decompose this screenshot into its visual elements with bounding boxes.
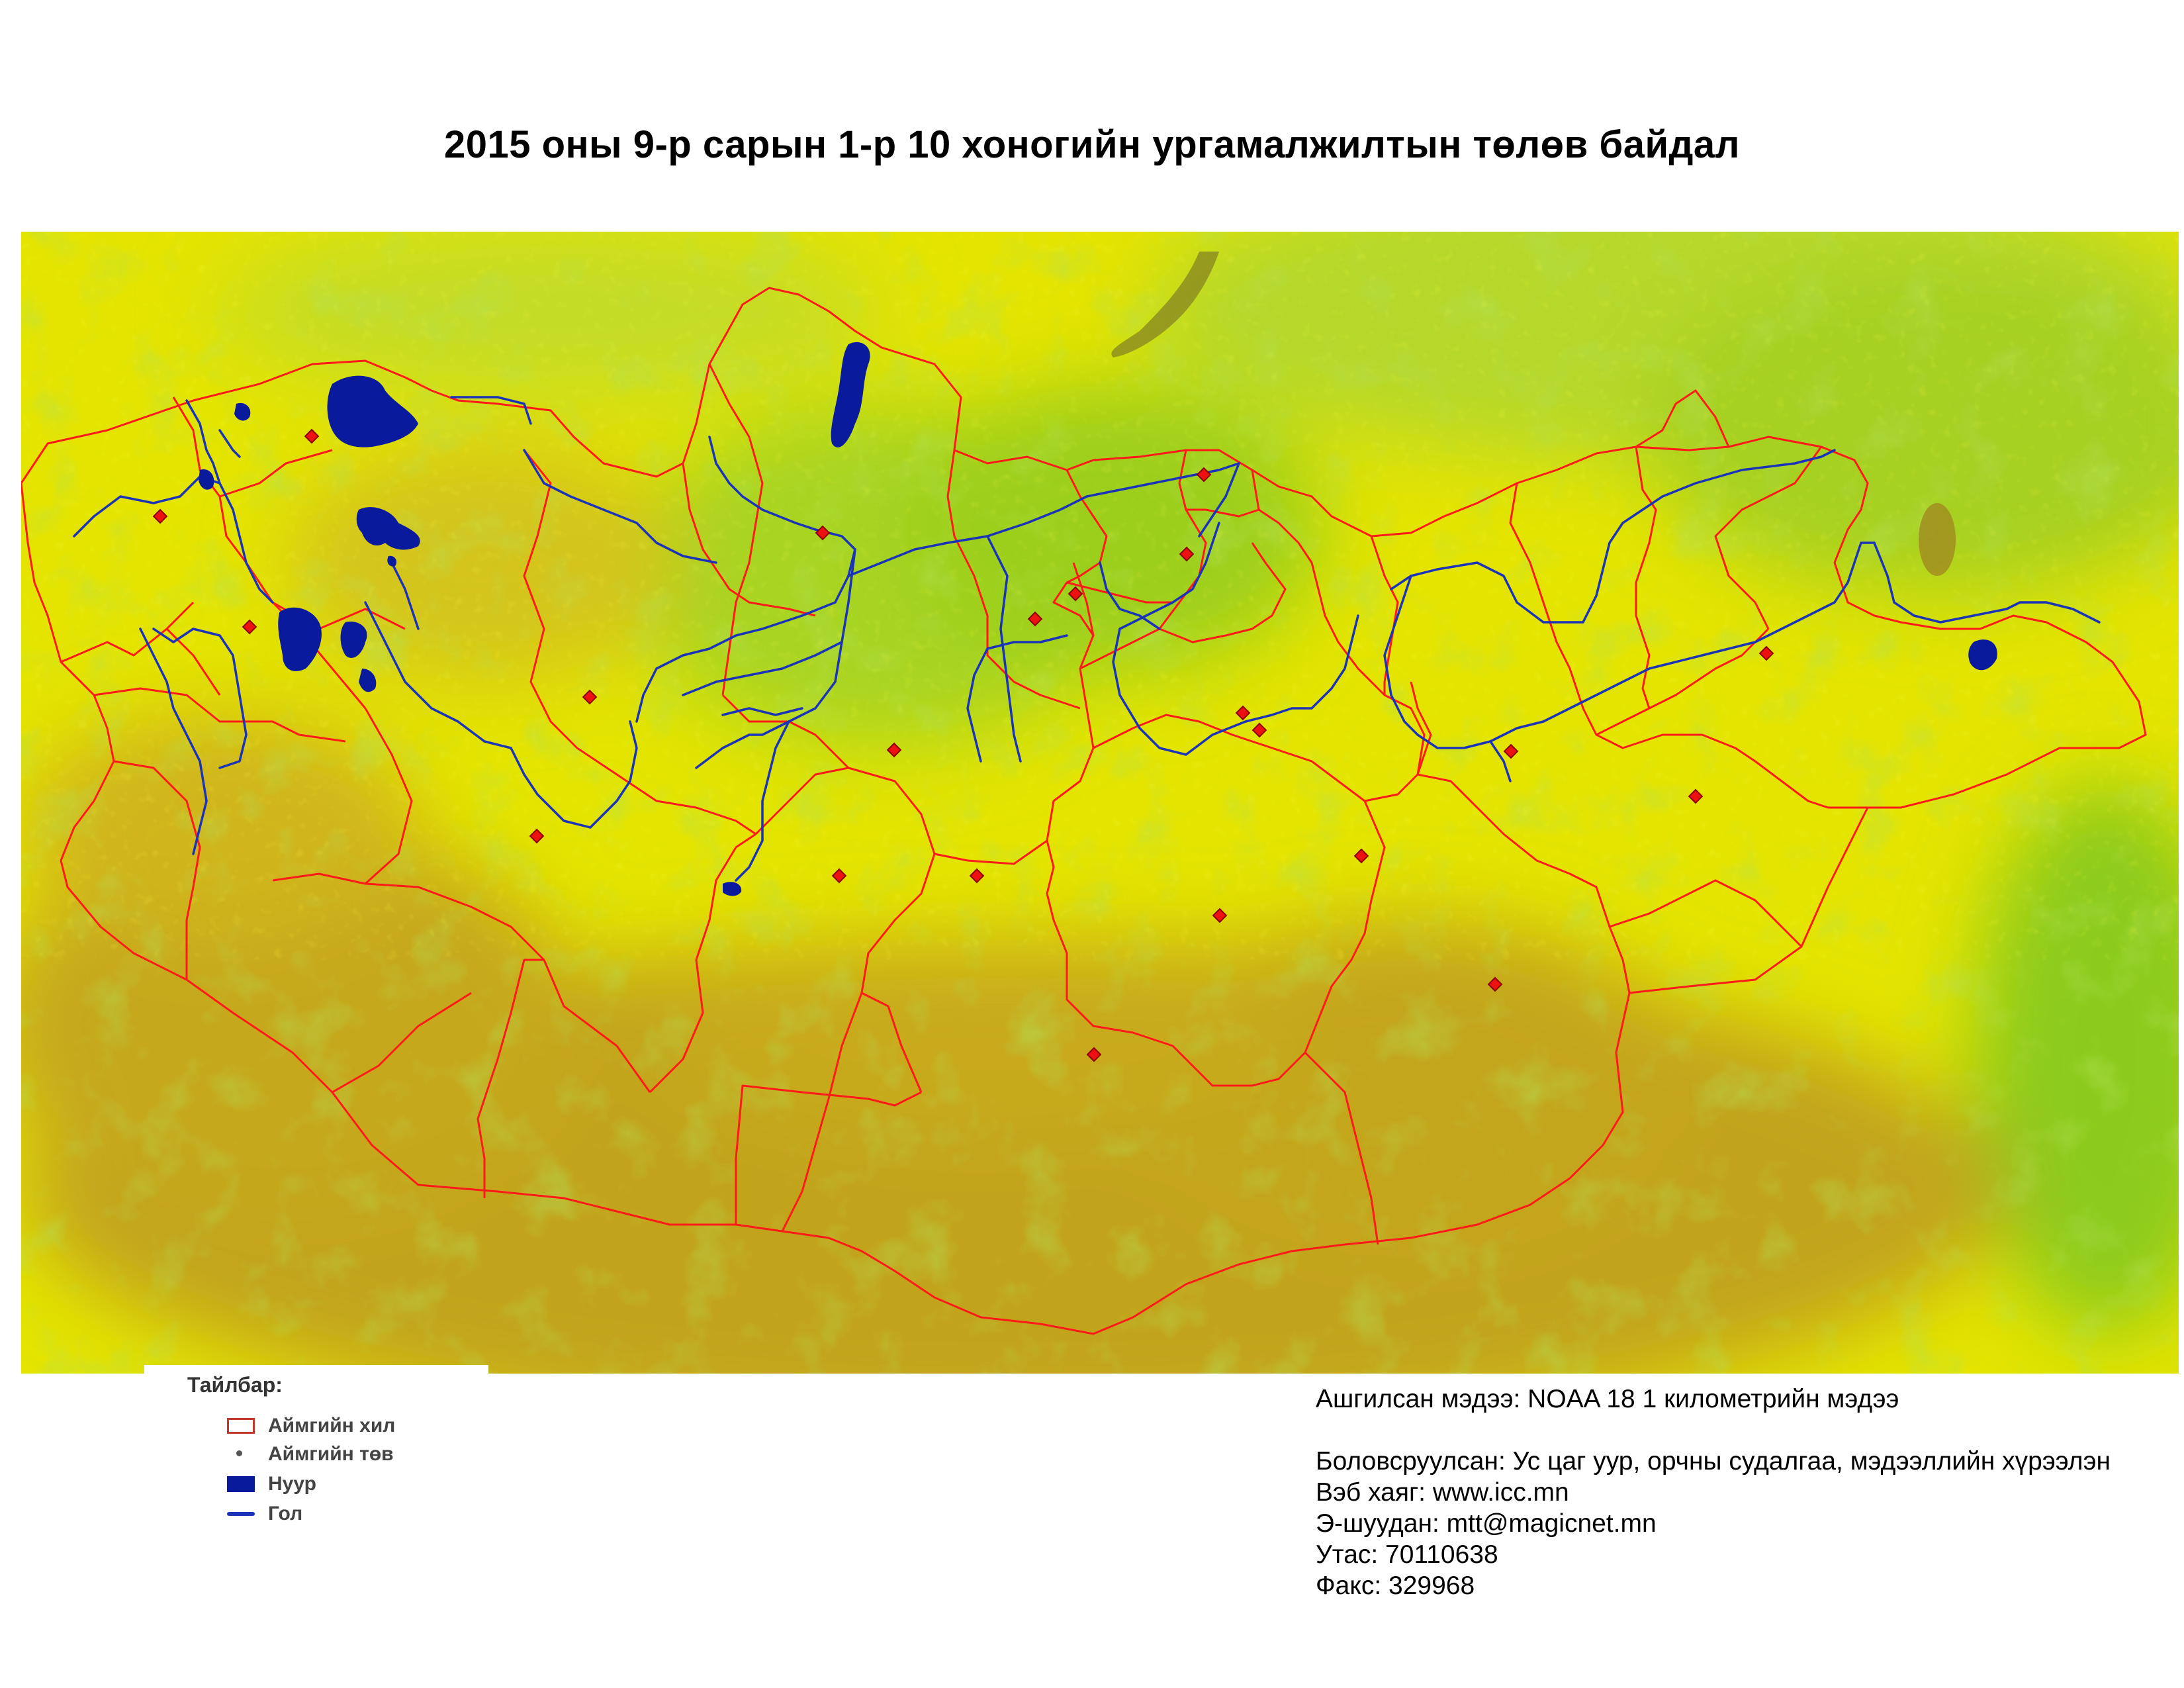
lake-swatch [227, 1476, 255, 1492]
legend-label: Аймгийн хил [268, 1415, 396, 1436]
website: Вэб хаяг: www.icc.mn [1316, 1478, 1569, 1507]
map-legend [144, 1365, 488, 1564]
province-border-swatch [227, 1418, 255, 1434]
texture-layer-2 [21, 232, 2179, 960]
phone: Утас: 70110638 [1316, 1540, 1498, 1569]
legend-label: Нуур [268, 1473, 316, 1495]
legend-item-province-center [227, 1441, 394, 1468]
legend-label: Гол [268, 1503, 303, 1524]
river-swatch [227, 1506, 255, 1522]
province-center-swatch [227, 1446, 255, 1462]
fax: Факс: 329968 [1316, 1571, 1475, 1600]
map-title: 2015 оны 9-р сарын 1-р 10 хоногийн ургамалжилтын төлөв байдал [443, 123, 1741, 166]
legend-item-province-border [227, 1413, 395, 1439]
info-block [1316, 1383, 2176, 1601]
legend-label: Аймгийн төв [268, 1443, 394, 1465]
vegetation-map[interactable] [21, 232, 2179, 1374]
processed-by: Боловсруулсан: Ус цаг уур, орчны судалгаа, мэдээллийн хүрээлэн [1316, 1447, 2111, 1476]
email: Э-шуудан: mtt@magicnet.mn [1316, 1509, 1657, 1538]
lake-east-outside [1919, 503, 1956, 576]
data-source: Ашгилсан мэдээ: NOAA 18 1 километрийн мэдээ [1316, 1385, 1899, 1413]
legend-title: Тайлбар: [187, 1373, 283, 1397]
legend-item-lake [227, 1471, 316, 1497]
legend-item-river [227, 1501, 302, 1527]
